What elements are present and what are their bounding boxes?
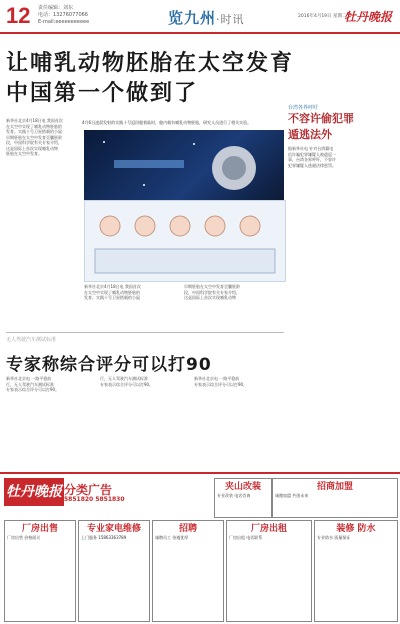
ad-text: 厂房出租 电话联系: [229, 535, 263, 540]
body-line: 这是国际上首次实现哺乳动物: [6, 145, 58, 151]
body-line: 新华社北京电 一路平稳前: [194, 376, 240, 381]
sidebar-title-line2: 遁逃法外: [288, 128, 332, 141]
body-line: 早期胚胎在太空中发育至囊胚阶: [6, 134, 62, 140]
body-line: 在太空中实现了哺乳动物胚胎的: [84, 289, 140, 295]
body-line: 专家表示综合评分可以打90。: [194, 381, 248, 387]
ads-phone: 5851820 5851830: [64, 496, 125, 503]
body-line: 专家表示综合评分可以打90。: [6, 387, 60, 392]
second-story-headline: 专家称综合评分可以打90: [6, 355, 212, 375]
main-story-continued-2: [184, 284, 284, 328]
ad-text: 专业防水 质量保证: [317, 535, 351, 540]
ad-box: [78, 520, 150, 622]
ad-text: 诚邀加盟 共创未来: [275, 493, 309, 498]
ad-title: 厂房出售: [21, 524, 58, 534]
ads-brand: 牡丹晚报: [4, 478, 64, 506]
page-number: 12: [6, 3, 31, 28]
ad-text: 专业改装 电话咨询: [217, 493, 251, 498]
ad-box: [226, 520, 312, 622]
main-story-body: [6, 118, 80, 328]
page-header: [0, 0, 400, 34]
ads-brand-sub: 分类广告: [64, 483, 113, 497]
body-line: 段，中国科学院有关专家介绍，: [6, 140, 62, 145]
second-story-body: [6, 376, 96, 468]
ad-box: [314, 520, 398, 622]
body-line: 据新华社电 针对台湾籍电: [288, 146, 334, 151]
ad-box: [152, 520, 224, 622]
section-sub: ·时讯: [216, 13, 245, 26]
body-line: 信诈骗犯罪嫌疑人被遣返一: [288, 151, 336, 157]
section-divider: [6, 332, 284, 333]
ad-title: 专业家电维修: [86, 524, 141, 534]
body-line: 这是国际上首次实现哺乳动物: [184, 295, 236, 300]
photo-caption: 4月6日凌晨发射的实践十号返回舱着陆时，舱内载有哺乳动物胚胎，研究人员进行了相关实验。: [82, 120, 252, 125]
ad-title: 招聘: [178, 524, 197, 534]
second-story-body-col3: [194, 376, 284, 468]
body-line: 发育。实践十号卫星搭载的小鼠: [84, 295, 140, 300]
body-line: 段，中国科学院有关专家介绍，: [184, 289, 240, 295]
body-line: 专家表示综合评分可以打90。: [100, 381, 154, 387]
newspaper-logo: 牡丹晚报: [344, 10, 393, 24]
body-line: 在太空中实现了哺乳动物胚胎的: [6, 123, 62, 129]
ad-title: 装修 防水: [336, 524, 376, 534]
editor-line: 责任编辑：刘东: [38, 5, 74, 11]
body-line: 行，无人驾驶汽车测试标准: [100, 376, 148, 381]
body-line: 犯罪嫌疑人逃避法律惩罚。: [288, 162, 336, 168]
ad-box: [214, 478, 272, 518]
body-line: 新华社北京4月18日电 我国首次: [6, 118, 63, 123]
body-line: 胚胎在太空中发育。: [6, 151, 42, 156]
ad-text: 上门服务 15863363789: [81, 535, 127, 540]
ad-title: 厂房出租: [250, 524, 287, 534]
email-line: E-mail:eeeeeeeeeee: [38, 19, 90, 25]
ad-box: [4, 520, 76, 622]
issue-date: 2016年4月19日 星期二: [298, 14, 347, 19]
body-line: 新华社北京电 一路平稳前: [6, 376, 52, 381]
second-story-body-col2: [100, 376, 190, 468]
body-line: 事，台湾各界呼吁，不容许: [288, 157, 336, 162]
ad-text: 诚聘员工 待遇优厚: [155, 535, 189, 540]
embryo-diagram: [84, 200, 286, 282]
body-line: 新华社北京4月18日电 我国首次: [84, 284, 141, 289]
main-story-continued: [84, 284, 180, 328]
sidebar-body: [288, 146, 394, 466]
space-photo: [84, 130, 284, 200]
ad-text: 厂房出售 价格面议: [7, 535, 41, 540]
section-name: 览九州: [168, 9, 217, 27]
section-title: [168, 7, 245, 28]
main-headline-line1: 让哺乳动物胚胎在太空发育: [6, 51, 295, 76]
body-line: 发育。实践十号卫星搭载的小鼠: [6, 129, 62, 134]
body-line: 行，无人驾驶汽车测试标准: [6, 381, 54, 387]
main-headline-line2: 中国第一个做到了: [6, 81, 199, 106]
phone-line: 电话：13276077066: [38, 12, 88, 18]
body-line: 早期胚胎在太空中发育至囊胚阶: [184, 284, 240, 289]
editor-info: [38, 5, 89, 26]
ad-title: 招商加盟: [316, 482, 353, 492]
satellite-image: [84, 130, 284, 200]
diagram-illustration: [85, 201, 285, 281]
sidebar-title-line1: 不容许偷犯罪: [288, 112, 354, 125]
sidebar-kicker: 台湾各界呼吁: [288, 105, 319, 111]
second-story-kicker: 无人驾驶汽车测试标准: [6, 337, 57, 343]
ad-title: 夹山改装: [224, 482, 261, 492]
ad-box: [272, 478, 398, 518]
